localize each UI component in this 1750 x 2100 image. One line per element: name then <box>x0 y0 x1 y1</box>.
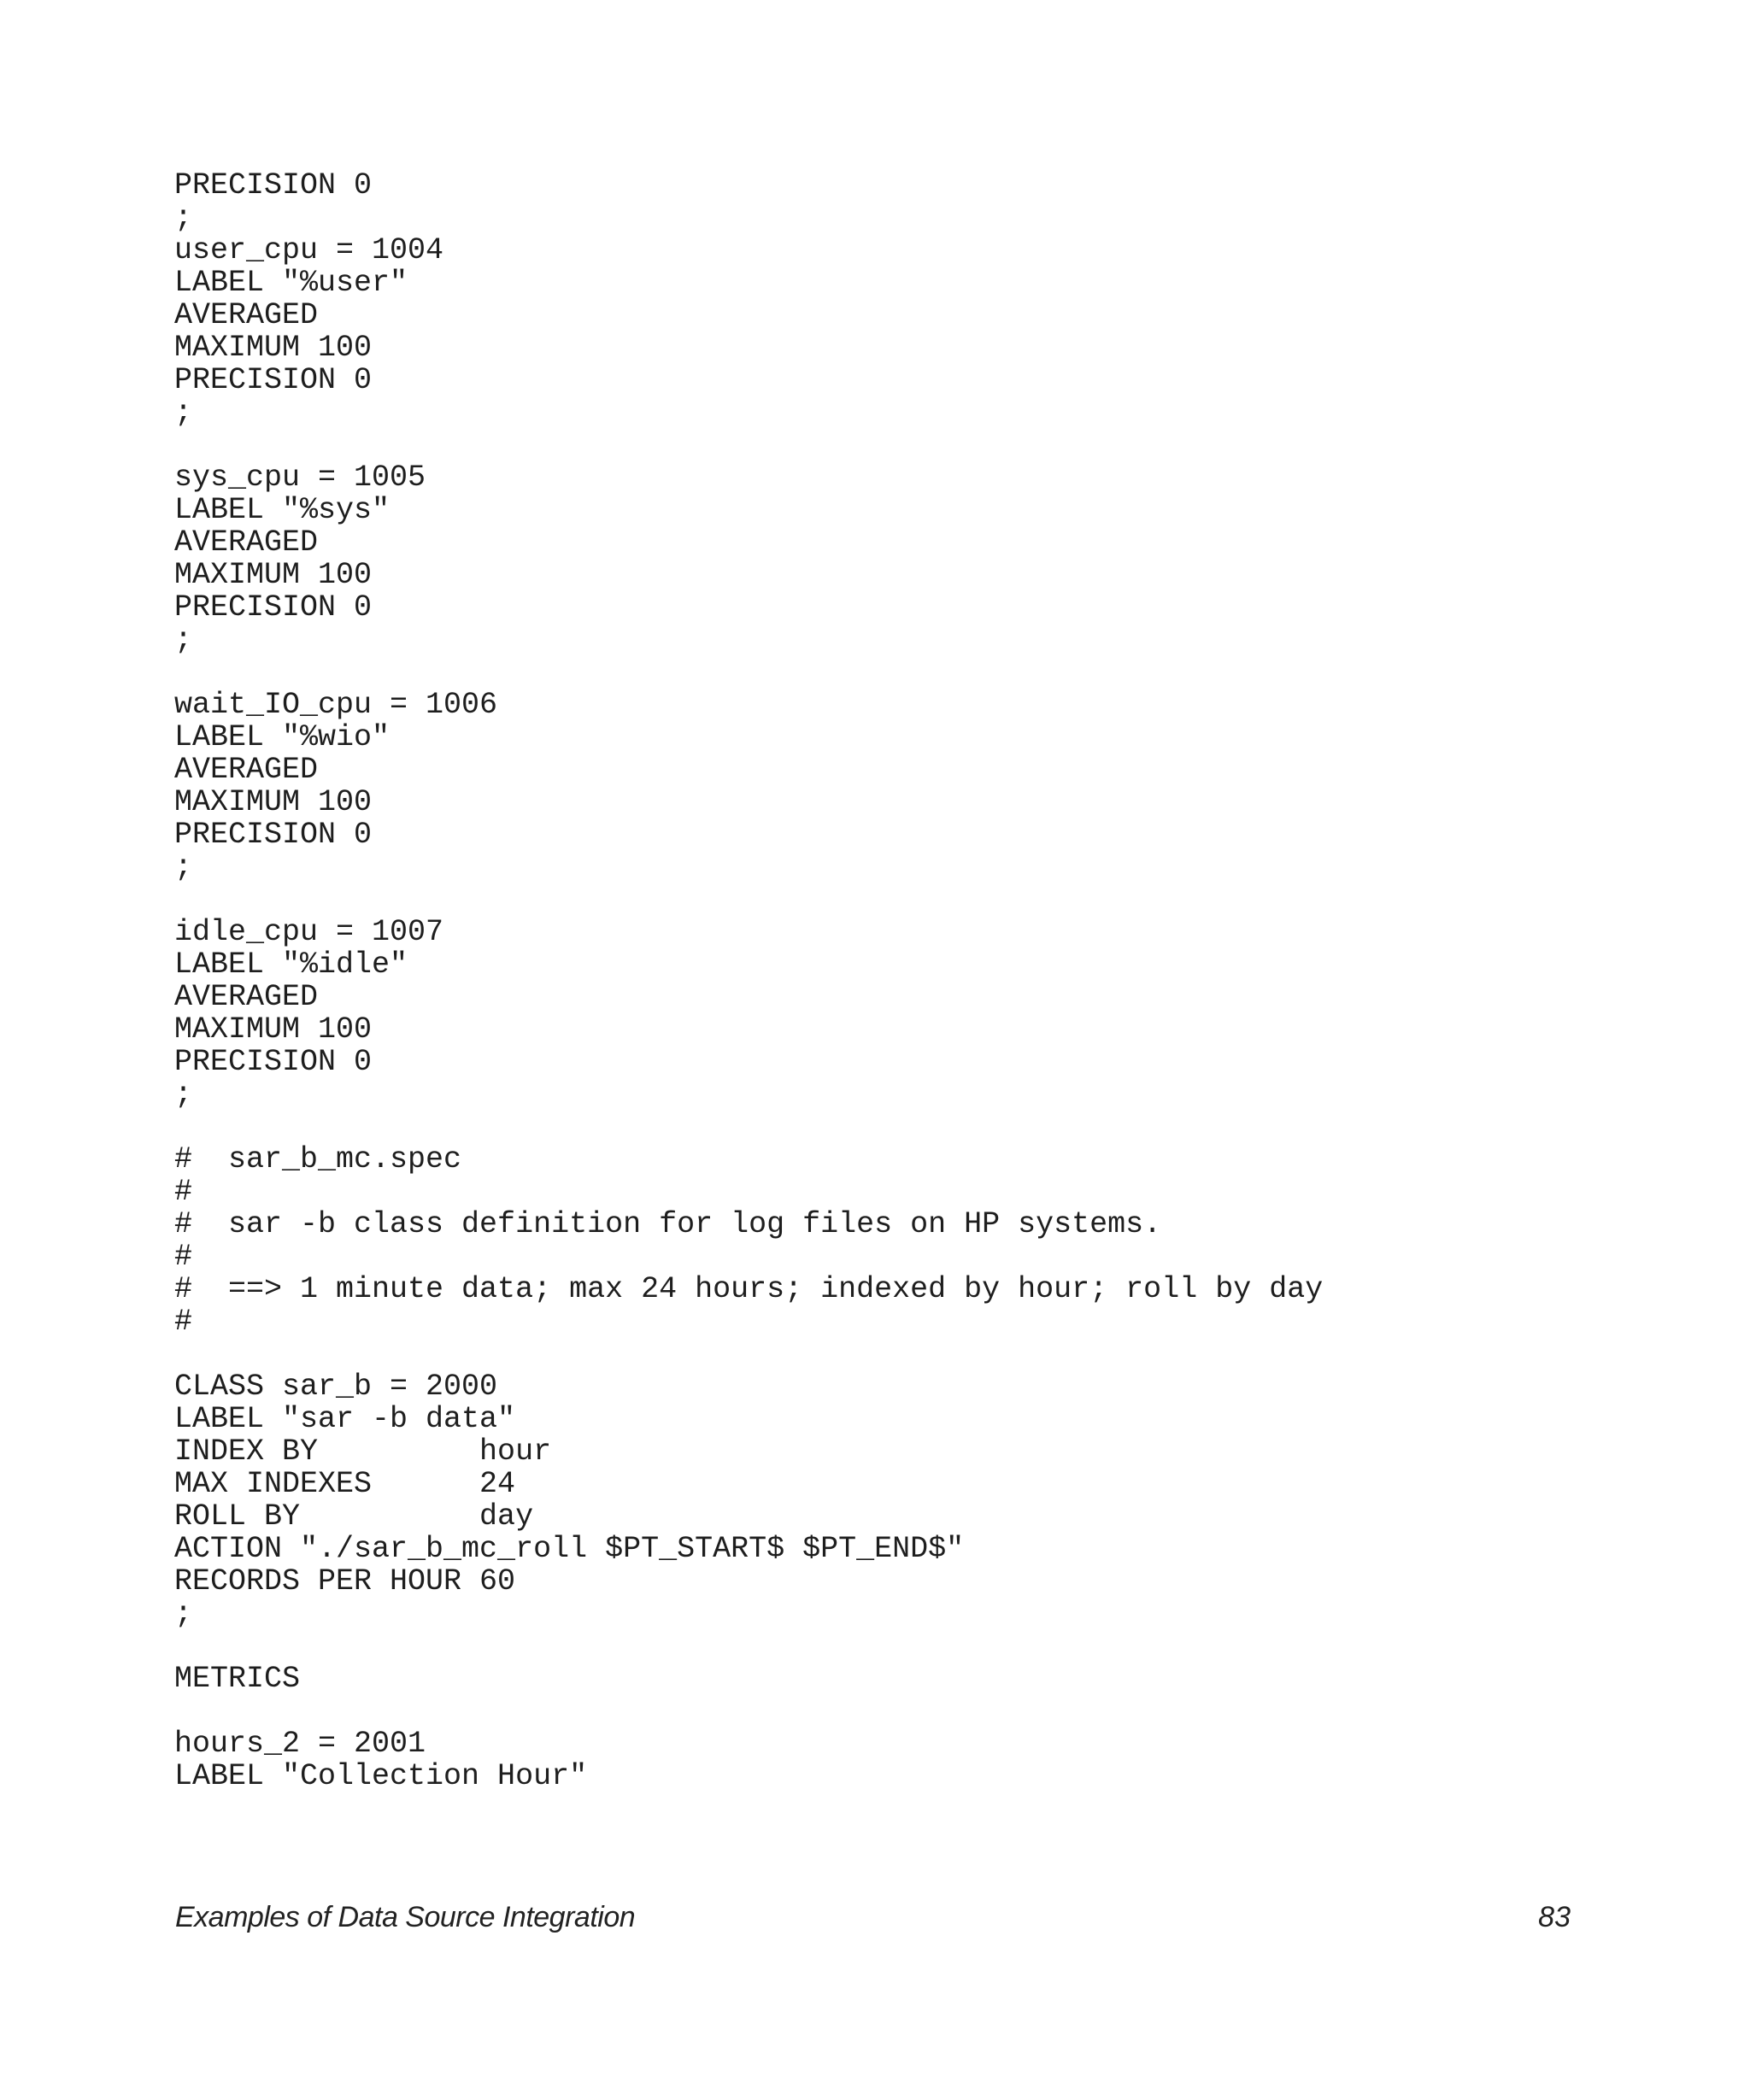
code-line: ; <box>174 201 193 235</box>
code-line <box>174 1338 1323 1370</box>
code-line: PRECISION 0 <box>174 818 373 852</box>
code-line: MAXIMUM 100 <box>174 331 373 365</box>
code-line: PRECISION 0 <box>174 363 373 397</box>
code-line: MAX INDEXES 24 <box>174 1467 516 1501</box>
code-line: MAXIMUM 100 <box>174 558 373 592</box>
code-line: AVERAGED <box>174 298 319 332</box>
code-line: AVERAGED <box>174 525 319 560</box>
code-line: RECORDS PER HOUR 60 <box>174 1564 516 1598</box>
code-line <box>174 1111 1323 1143</box>
code-line: PRECISION 0 <box>174 168 373 202</box>
code-line: user_cpu = 1004 <box>174 233 444 267</box>
code-line: # sar -b class definition for log files on HP systems. <box>174 1207 1162 1241</box>
code-line: MAXIMUM 100 <box>174 785 373 819</box>
code-line: LABEL "%wio" <box>174 720 391 754</box>
code-line: LABEL "sar -b data" <box>174 1402 516 1436</box>
code-line: ACTION "./sar_b_mc_roll $PT_START$ $PT_END$" <box>174 1532 965 1566</box>
page-number: 83 <box>1538 1901 1571 1933</box>
code-line: sys_cpu = 1005 <box>174 460 426 495</box>
code-line <box>174 1695 1323 1728</box>
code-line: ; <box>174 1597 193 1631</box>
code-line <box>174 883 1323 916</box>
code-line: INDEX BY hour <box>174 1434 552 1469</box>
code-line: # <box>174 1305 193 1339</box>
code-line: ; <box>174 396 193 430</box>
code-line: PRECISION 0 <box>174 590 373 625</box>
code-line <box>174 429 1323 461</box>
code-line: # <box>174 1175 193 1209</box>
code-line: hours_2 = 2001 <box>174 1727 426 1761</box>
code-line: ; <box>174 623 193 657</box>
code-line: AVERAGED <box>174 980 319 1014</box>
code-line: LABEL "%idle" <box>174 947 408 982</box>
code-line: # <box>174 1240 193 1274</box>
footer-section-title: Examples of Data Source Integration <box>175 1901 636 1933</box>
code-line <box>174 656 1323 689</box>
code-line: LABEL "%sys" <box>174 493 391 527</box>
code-line: wait_IO_cpu = 1006 <box>174 688 498 722</box>
code-line: ; <box>174 1077 193 1112</box>
code-line: AVERAGED <box>174 753 319 787</box>
code-line: CLASS sar_b = 2000 <box>174 1370 498 1404</box>
code-line <box>174 1630 1323 1663</box>
code-line: # sar_b_mc.spec <box>174 1142 462 1176</box>
code-line: PRECISION 0 <box>174 1045 373 1079</box>
code-line: ; <box>174 850 193 884</box>
code-line: # ==> 1 minute data; max 24 hours; indexed by hour; roll by day <box>174 1272 1324 1306</box>
code-listing <box>174 169 1323 1792</box>
code-line: MAXIMUM 100 <box>174 1012 373 1047</box>
code-line: idle_cpu = 1007 <box>174 915 444 949</box>
code-line: METRICS <box>174 1662 301 1696</box>
code-line: LABEL "Collection Hour" <box>174 1759 588 1793</box>
code-line: LABEL "%user" <box>174 266 408 300</box>
code-line: ROLL BY day <box>174 1499 534 1534</box>
